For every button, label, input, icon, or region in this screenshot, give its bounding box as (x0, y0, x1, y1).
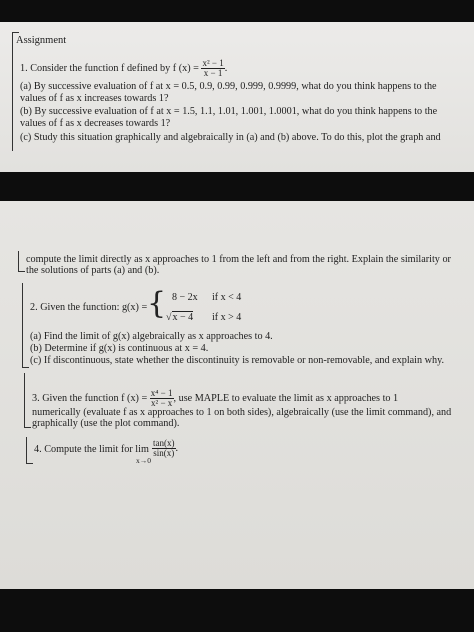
q1-fraction: $\frac{\text{x² − 1}}{x - 1}$ (202, 58, 224, 78)
question-1b-line-1: (b) By successive evaluation of f at x = 1.5, 1.1, 1.01, 1.001, 1.0001, what do you think happens to the (20, 106, 438, 117)
question-1a-line-1: (a) By successive evaluation of f at x = 0.5, 0.9, 0.99, 0.999, 0.9999, what do you think happens to the (20, 81, 437, 92)
question-3-intro: 3. Given the function f (x) = $\frac{\text{x⁴ − 1}}{\text{x² − x}}$ , use MAPLE to evaluate the limit as x approaches to 1 (32, 388, 399, 408)
worksheet-page-bottom (0, 201, 474, 589)
continuation-bracket (18, 251, 25, 272)
question-1c-line-3: the solutions of parts (a) and (b). (26, 265, 160, 276)
question-3-bracket (24, 373, 31, 428)
piece-2-expression: √x − 4 (166, 312, 194, 323)
question-2b: (b) Determine if g(x) is continuous at x = 4. (30, 343, 209, 354)
question-1c-line-1: (c) Study this situation graphically and algebraically in (a) and (b) above. To do this, plot the graph and (20, 132, 441, 143)
question-1-intro: 1. Consider the function f defined by f (x) = $\frac{\text{x² − 1}}{x - 1}$ . (20, 58, 228, 78)
question-2-bracket (22, 283, 29, 368)
q3-fraction: $\frac{\text{x⁴ − 1}}{\text{x² − x}}$ (150, 388, 173, 408)
piece-1-condition: if x < 4 (212, 292, 242, 303)
q4-fraction: $\frac{\tan(x)}{\sin(x)}$ (153, 438, 175, 458)
question-2-intro: 2. Given the function: g(x) = (30, 302, 148, 313)
question-4-intro: 4. Compute the limit for lim (34, 444, 149, 455)
question-2c: (c) If discontinuous, state whether the discontinuity is removable or non-removable, and explain why. (30, 355, 445, 366)
question-1c-line-2: compute the limit directly as x approaches to 1 from the left and from the right. Explain the similarity or (26, 254, 451, 265)
question-2a: (a) Find the limit of g(x) algebraically as x approaches to 4. (30, 331, 273, 342)
question-4-fraction: $\frac{\tan(x)}{\sin(x)}$ . (153, 438, 179, 458)
question-3-line-3: graphically (use the plot command). (32, 418, 180, 429)
question-4-bracket (26, 437, 33, 464)
piece-1-expression: 8 − 2x (172, 292, 198, 303)
piece-2-condition: if x > 4 (212, 312, 242, 323)
piecewise-brace: { (147, 286, 167, 321)
left-margin-bracket (12, 32, 19, 151)
worksheet-page-top (0, 22, 474, 172)
assignment-heading: Assignment (16, 35, 67, 46)
limit-subscript: x→0 (136, 456, 151, 465)
question-1a-line-2: values of f as x increases towards 1? (20, 93, 169, 104)
question-3-line-2: numerically (evaluate f as x approaches to 1 on both sides), algebraically (use the limit command), and (32, 407, 452, 418)
question-1b-line-2: values of f as x decreases towards 1? (20, 118, 171, 129)
